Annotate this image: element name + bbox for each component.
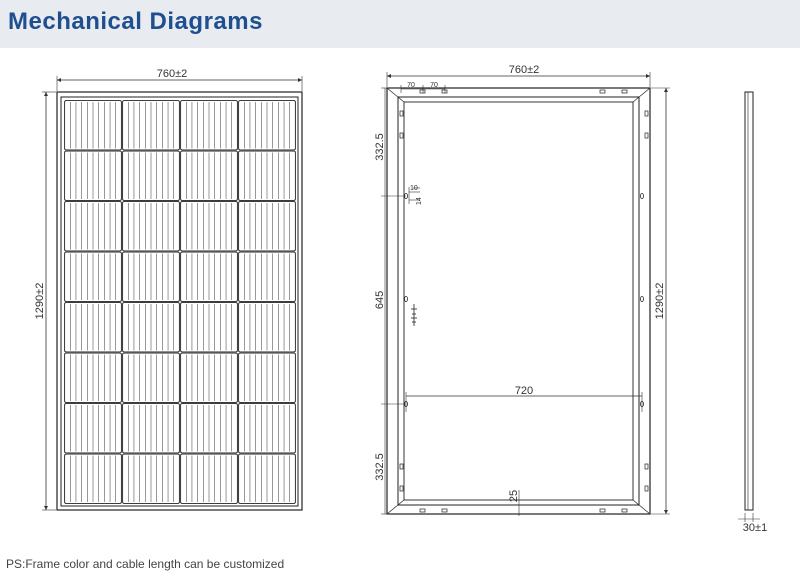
mounting-holes (405, 193, 644, 406)
ground-symbol (411, 304, 417, 326)
hole-dim-14: 14 (416, 197, 423, 205)
hole-dim-10: 10 (410, 185, 418, 192)
back-view (374, 64, 670, 516)
front-width-label: 760±2 (156, 68, 188, 80)
side-frame (745, 92, 753, 510)
back-height-label: 1290±2 (654, 282, 666, 320)
bottom-dim-label: 25 (508, 489, 520, 503)
front-view (34, 68, 302, 510)
hole-spacing-label: 720 (514, 385, 534, 397)
page-title: Mechanical Diagrams (8, 8, 263, 35)
back-frame-inner (398, 97, 639, 505)
top-offset-2: 70 (430, 82, 438, 89)
top-offset-1: 70 (407, 82, 415, 89)
side-view (738, 92, 767, 534)
lower-dim-label: 332.5 (374, 453, 386, 481)
back-frame-outer (387, 88, 650, 514)
frame-slots (400, 90, 648, 512)
footnote: PS:Frame color and cable length can be customized (6, 557, 285, 571)
middle-dim-label: 645 (374, 290, 386, 310)
back-width-label: 760±2 (508, 64, 540, 76)
upper-dim-label: 332.5 (374, 133, 386, 161)
thickness-label: 30±1 (742, 522, 768, 534)
solar-cell-grid (65, 101, 296, 504)
front-height-label: 1290±2 (34, 282, 46, 320)
